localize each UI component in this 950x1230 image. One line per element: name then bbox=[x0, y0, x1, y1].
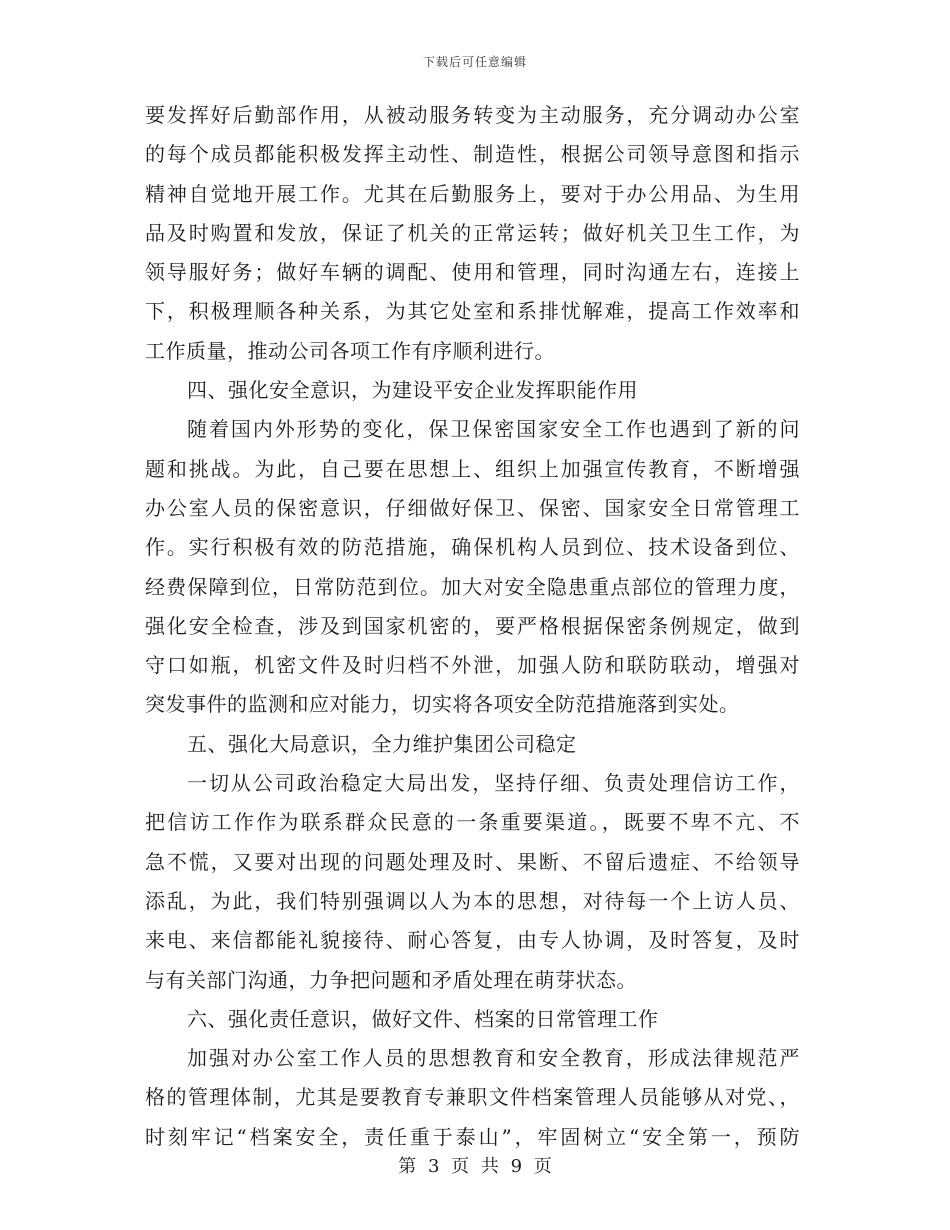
text-line: 要发挥好后勤部作用，从被动服务转变为主动服务，充分调动办公室 bbox=[145, 103, 800, 127]
text-line: 领导服好务；做好车辆的调配、使用和管理，同时沟通左右，连接上 bbox=[145, 260, 800, 285]
text-line: 把信访工作作为联系群众民意的一条重要渠道。，既要不卑不亢、不 bbox=[145, 810, 800, 835]
text-line: 作。实行积极有效的防范措施，确保机构人员到位、技术设备到位、 bbox=[145, 535, 800, 560]
text-line: 来电、来信都能礼貌接待、耐心答复，由专人协调，及时答复，及时 bbox=[145, 928, 800, 953]
text-line: 时刻牢记“档案安全，责任重于泰山”，牢固树立“安全第一，预防 bbox=[145, 1124, 800, 1149]
text-line: 五、强化大局意识，全力维护集团公司稳定 bbox=[187, 731, 577, 756]
text-line: 下，积极理顺各种关系，为其它处室和系排忧解难，提高工作效率和 bbox=[145, 299, 800, 324]
text-line: 添乱，为此，我们特别强调以人为本的思想，对待每一个上访人员、 bbox=[145, 888, 800, 913]
text-line: 四、强化安全意识，为建设平安企业发挥职能作用 bbox=[187, 378, 638, 403]
text-line: 与有关部门沟通，力争把问题和矛盾处理在萌芽状态。 bbox=[145, 967, 637, 992]
text-line: 精神自觉地开展工作。尤其在后勤服务上，要对于办公用品、为生用 bbox=[145, 181, 800, 206]
text-line: 品及时购置和发放，保证了机关的正常运转；做好机关卫生工作，为 bbox=[145, 220, 800, 245]
text-line: 加强对办公室工作人员的思想教育和安全教育，形成法律规范严 bbox=[187, 1046, 800, 1071]
text-line: 随着国内外形势的变化，保卫保密国家安全工作也遇到了新的问 bbox=[187, 417, 800, 442]
text-line: 突发事件的监测和应对能力，切实将各项安全防范措施落到实处。 bbox=[145, 692, 740, 717]
document-body bbox=[145, 96, 800, 1157]
text-line: 急不慌，又要对出现的问题处理及时、果断、不留后遗症、不给领导 bbox=[145, 849, 800, 874]
header-note: 下载后可任意编辑 bbox=[422, 55, 527, 69]
text-line: 一切从公司政治稳定大局出发，坚持仔细、负责处理信访工作， bbox=[187, 771, 800, 796]
text-line: 格的管理体制，尤其是要教育专兼职文件档案管理人员能够从对党、， bbox=[145, 1085, 800, 1110]
text-line: 经费保障到位，日常防范到位。加大对安全隐患重点部位的管理力度， bbox=[145, 574, 800, 599]
text-line: 强化安全检查，涉及到国家机密的，要严格根据保密条例规定，做到 bbox=[145, 613, 800, 638]
page-number: 第 3 页 共 9 页 bbox=[398, 1156, 552, 1177]
text-line: 守口如瓶，机密文件及时归档不外泄，加强人防和联防联动，增强对 bbox=[145, 653, 800, 678]
text-line: 工作质量，推动公司各项工作有序顺利进行。 bbox=[145, 338, 555, 363]
text-line: 题和挑战。为此，自己要在思想上、组织上加强宣传教育，不断增强 bbox=[145, 456, 800, 481]
text-line: 办公室人员的保密意识，仔细做好保卫、保密、国家安全日常管理工 bbox=[145, 495, 800, 520]
text-line: 的每个成员都能积极发挥主动性、制造性，根据公司领导意图和指示 bbox=[145, 142, 800, 167]
text-line: 六、强化责任意识，做好文件、档案的日常管理工作 bbox=[187, 1006, 659, 1031]
